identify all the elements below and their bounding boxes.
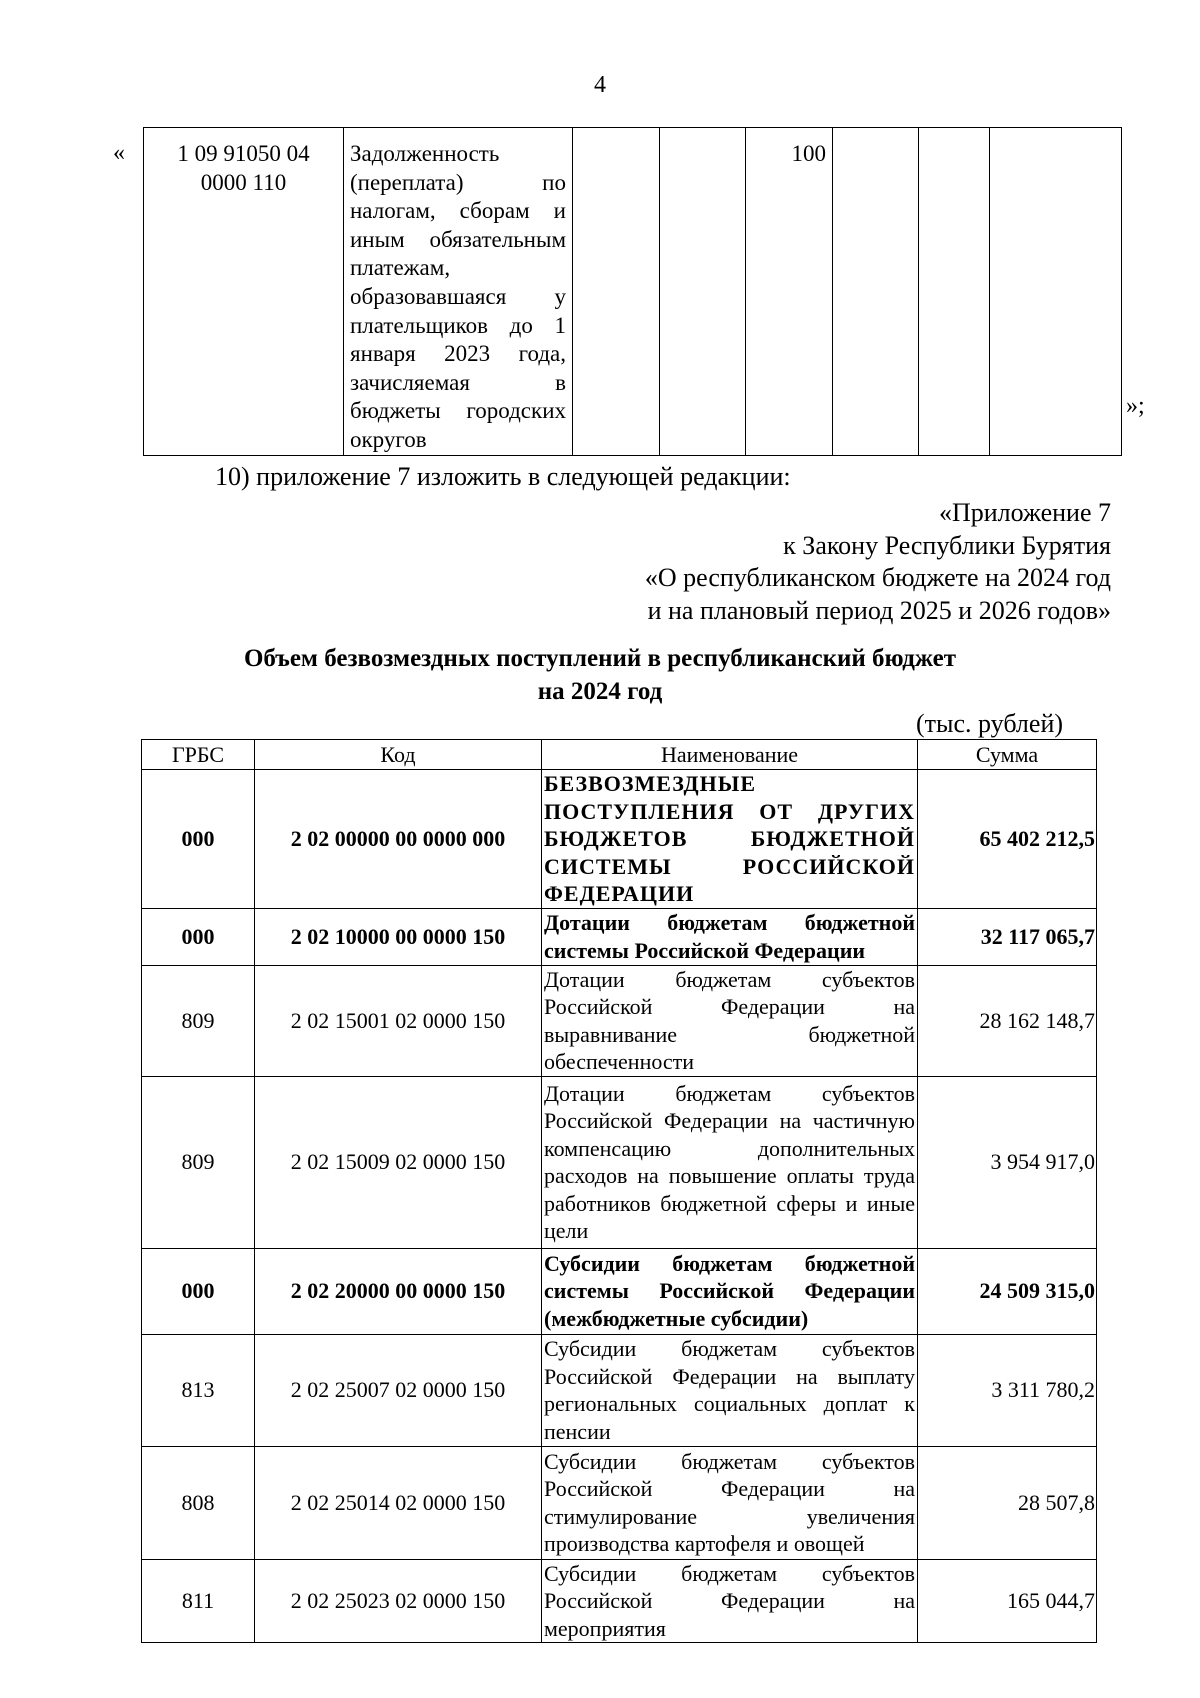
empty-cell	[573, 128, 660, 456]
sum-cell: 65 402 212,5	[918, 770, 1097, 909]
empty-cell	[990, 128, 1122, 456]
table-row	[144, 128, 1122, 456]
table-row	[142, 1446, 1097, 1559]
name-cell: Дотации бюджетам бюджетной системы Российской Федерации	[542, 908, 918, 965]
table-row	[142, 908, 1097, 965]
title-line: на 2024 год	[537, 678, 663, 705]
sum-cell: 28 507,8	[918, 1446, 1097, 1559]
code-cell: 2 02 20000 00 0000 150	[255, 1248, 542, 1334]
description-cell: Задолженность (переплата) по налогам, сборам и иным обязательным платежам, образовавшаяся у плательщиков до 1 января 2023 года, зачисляемая в бюджеты городских округов	[344, 128, 573, 456]
sum-cell: 32 117 065,7	[918, 908, 1097, 965]
budget-code-line1: 1 09 91050 04	[177, 141, 310, 166]
budget-code-line2: 0000 110	[200, 169, 287, 195]
name-cell: Субсидии бюджетам бюджетной системы Российской Федерации (межбюджетные субсидии)	[542, 1248, 918, 1334]
grbs-cell: 808	[142, 1446, 255, 1559]
code-cell: 2 02 25023 02 0000 150	[255, 1559, 542, 1643]
header-sum: Сумма	[918, 740, 1097, 770]
header-name: Наименование	[542, 740, 918, 770]
code-cell: 2 02 15009 02 0000 150	[255, 1076, 542, 1248]
header-code: Код	[255, 740, 542, 770]
code-cell: 2 02 15001 02 0000 150	[255, 965, 542, 1076]
grbs-cell: 809	[142, 1076, 255, 1248]
code-cell: 2 02 25014 02 0000 150	[255, 1446, 542, 1559]
name-cell: Дотации бюджетам субъектов Российской Федерации на частичную компенсацию дополнительных расходов на повышение оплаты труда работников бюджетной сферы и иные цели	[542, 1076, 918, 1248]
document-title	[0, 642, 1200, 708]
table-row	[142, 1559, 1097, 1643]
sum-cell: 165 044,7	[918, 1559, 1097, 1643]
grbs-cell: 813	[142, 1334, 255, 1446]
empty-cell	[919, 128, 990, 456]
open-quote: «	[113, 140, 125, 166]
grbs-cell: 000	[142, 1248, 255, 1334]
name-cell: Субсидии бюджетам субъектов Российской Федерации на выплату региональных социальных доплат к пенсии	[542, 1334, 918, 1446]
name-cell: Субсидии бюджетам субъектов Российской Федерации на мероприятия	[542, 1559, 918, 1643]
empty-cell	[833, 128, 919, 456]
sum-cell: 24 509 315,0	[918, 1248, 1097, 1334]
budget-code-cell	[144, 128, 344, 456]
name-cell: БЕЗВОЗМЕЗДНЫЕ ПОСТУПЛЕНИЯ ОТ ДРУГИХ БЮДЖЕТОВ БЮДЖЕТНОЙ СИСТЕМЫ РОССИЙСКОЙ ФЕДЕРАЦИИ	[542, 770, 918, 909]
grbs-cell: 811	[142, 1559, 255, 1643]
name-cell: Субсидии бюджетам субъектов Российской Федерации на стимулирование увеличения производства картофеля и овощей	[542, 1446, 918, 1559]
close-quote: »;	[1126, 393, 1145, 419]
table-row	[142, 1248, 1097, 1334]
table-row	[142, 1334, 1097, 1446]
revenue-table	[141, 739, 1097, 1643]
instruction-text: 10) приложение 7 изложить в следующей редакции:	[215, 462, 791, 491]
sum-cell: 3 954 917,0	[918, 1076, 1097, 1248]
appendix-line: «Приложение 7	[938, 498, 1111, 527]
continued-table	[143, 127, 1122, 456]
table-row	[142, 1076, 1097, 1248]
empty-cell	[660, 128, 746, 456]
title-line: Объем безвозмездных поступлений в республиканский бюджет	[243, 645, 957, 672]
table-row	[142, 965, 1097, 1076]
appendix-line: к Закону Республики Бурятия	[783, 530, 1111, 560]
table-header-row	[142, 740, 1097, 770]
value-cell: 100	[746, 128, 833, 456]
code-cell: 2 02 00000 00 0000 000	[255, 770, 542, 909]
page-number: 4	[594, 72, 606, 98]
name-cell: Дотации бюджетам субъектов Российской Федерации на выравнивание бюджетной обеспеченности	[542, 965, 918, 1076]
code-cell: 2 02 10000 00 0000 150	[255, 908, 542, 965]
header-grbs: ГРБС	[142, 740, 255, 770]
appendix-header	[645, 497, 1111, 627]
code-cell: 2 02 25007 02 0000 150	[255, 1334, 542, 1446]
units-label: (тыс. рублей)	[916, 709, 1064, 738]
grbs-cell: 000	[142, 908, 255, 965]
grbs-cell: 000	[142, 770, 255, 909]
appendix-line: и на плановый период 2025 и 2026 годов»	[647, 595, 1111, 625]
sum-cell: 3 311 780,2	[918, 1334, 1097, 1446]
table-row	[142, 770, 1097, 909]
sum-cell: 28 162 148,7	[918, 965, 1097, 1076]
grbs-cell: 809	[142, 965, 255, 1076]
appendix-line: «О республиканском бюджете на 2024 год	[644, 563, 1111, 592]
